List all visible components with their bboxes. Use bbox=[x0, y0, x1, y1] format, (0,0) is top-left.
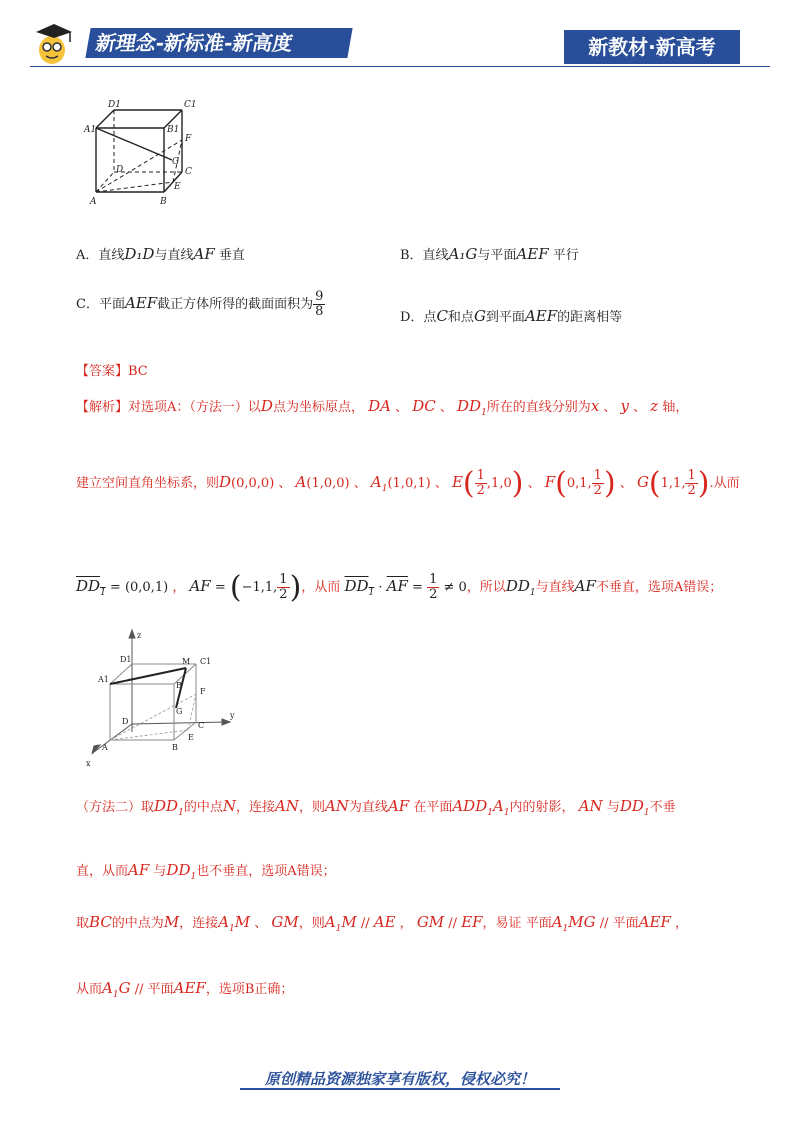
option-d: D．点C和点G到平面AEF的距离相等 bbox=[400, 307, 623, 325]
fig1-label-c1: C1 bbox=[184, 100, 197, 110]
footer-underline bbox=[240, 1088, 560, 1090]
coordinate-cube-figure bbox=[84, 628, 254, 770]
fig2-label-a1: A1 bbox=[98, 675, 109, 684]
fig1-label-a: A bbox=[90, 197, 97, 207]
fig2-label-b: B bbox=[172, 743, 178, 752]
fig2-label-z: z bbox=[137, 631, 142, 640]
analysis-line-1: 【解析】对选项A：（方法一）以D点为坐标原点， DA 、 DC 、 $DD_1$所在的直线分别为x 、 y 、 z 轴， bbox=[76, 397, 689, 418]
fraction-9-8: $\frac{9}{8}$ bbox=[315, 289, 324, 319]
fig1-label-d: D bbox=[116, 165, 124, 175]
fig2-label-b-upper: B bbox=[176, 681, 182, 690]
option-c: C．平面AEF截正方体所得的截面面积为 $\frac{9}{8}$ bbox=[76, 289, 324, 319]
page-header bbox=[30, 18, 770, 68]
fig1-label-c: C bbox=[185, 167, 192, 177]
copyright-footer: 原创精品资源独家享有版权，侵权必究！ bbox=[264, 1070, 535, 1088]
slogan-right: 新教材·新高考 bbox=[564, 30, 740, 64]
fig2-label-m: M bbox=[182, 657, 191, 666]
fig1-label-e: E bbox=[174, 182, 181, 192]
fig1-label-b1: B1 bbox=[167, 125, 180, 135]
method-two-line-2: 直，从而AF 与$DD_1$也不垂直，选项A错误； bbox=[76, 861, 336, 882]
fig2-label-x: x bbox=[86, 759, 91, 768]
fig2-label-g: G bbox=[176, 707, 183, 716]
slogan-left: 新理念-新标准-新高度 bbox=[85, 28, 352, 58]
option-b: B．直线A₁G与平面AEF 平行 bbox=[400, 245, 579, 263]
cube-figure bbox=[82, 96, 212, 208]
fig1-label-d1: D1 bbox=[108, 100, 121, 110]
fig2-label-c1: C1 bbox=[200, 657, 212, 666]
answer-line: 【答案】BC bbox=[76, 364, 148, 379]
option-b-proof-line-1: 取BC的中点为M，连接$A_1M$ 、 GM，则$A_1M$ // AE ， GM // EF，易证 平面$A_1MG$ // 平面AEF ， bbox=[76, 913, 688, 934]
mascot-icon bbox=[30, 18, 90, 68]
fig2-label-a: A bbox=[102, 743, 108, 752]
analysis-line-2: 建立空间直角坐标系，则D(0,0,0) 、 A(1,0,0) 、 $A_1(1,0,1)$ 、 E( $\frac{1}{2}$ ,1,0) 、 F(0,1, $\frac{1}{2}$ ) 、 G(1,1, $\frac{1}{2}$ ).从而 bbox=[76, 466, 740, 501]
fig1-label-f: F bbox=[185, 134, 192, 144]
option-b-proof-line-2: 从而$A_1G$ // 平面AEF，选项B正确； bbox=[76, 979, 294, 1000]
header-divider bbox=[30, 66, 770, 67]
fig2-label-d1: D1 bbox=[120, 655, 132, 664]
fig2-label-y: y bbox=[230, 711, 235, 720]
fig2-label-d: D bbox=[122, 717, 129, 726]
fig1-label-b: B bbox=[160, 197, 167, 207]
method-two-line-1: （方法二）取$DD_1$的中点N，连接AN，则AN为直线AF 在平面$ADD_1A_1$内的射影， AN 与$DD_1$不垂 bbox=[76, 797, 676, 818]
fig2-label-e: E bbox=[188, 733, 194, 742]
fig1-label-a1: A1 bbox=[84, 125, 97, 135]
analysis-line-3: $DD_1 = (0,0,1)$ ， AF = (−1,1, $\frac{1}{2}$ )，从而 $DD_1 \cdot \overline{AF}$ = $\frac{1}{2}$ ≠ 0，所以$DD_1$与直线AF不垂直，选项A错误； bbox=[76, 570, 723, 605]
option-a: A．直线D₁D与直线AF 垂直 bbox=[76, 245, 245, 263]
fig2-label-f: F bbox=[200, 687, 206, 696]
fig1-label-g: G bbox=[172, 157, 180, 167]
fig2-label-c: C bbox=[198, 721, 205, 730]
